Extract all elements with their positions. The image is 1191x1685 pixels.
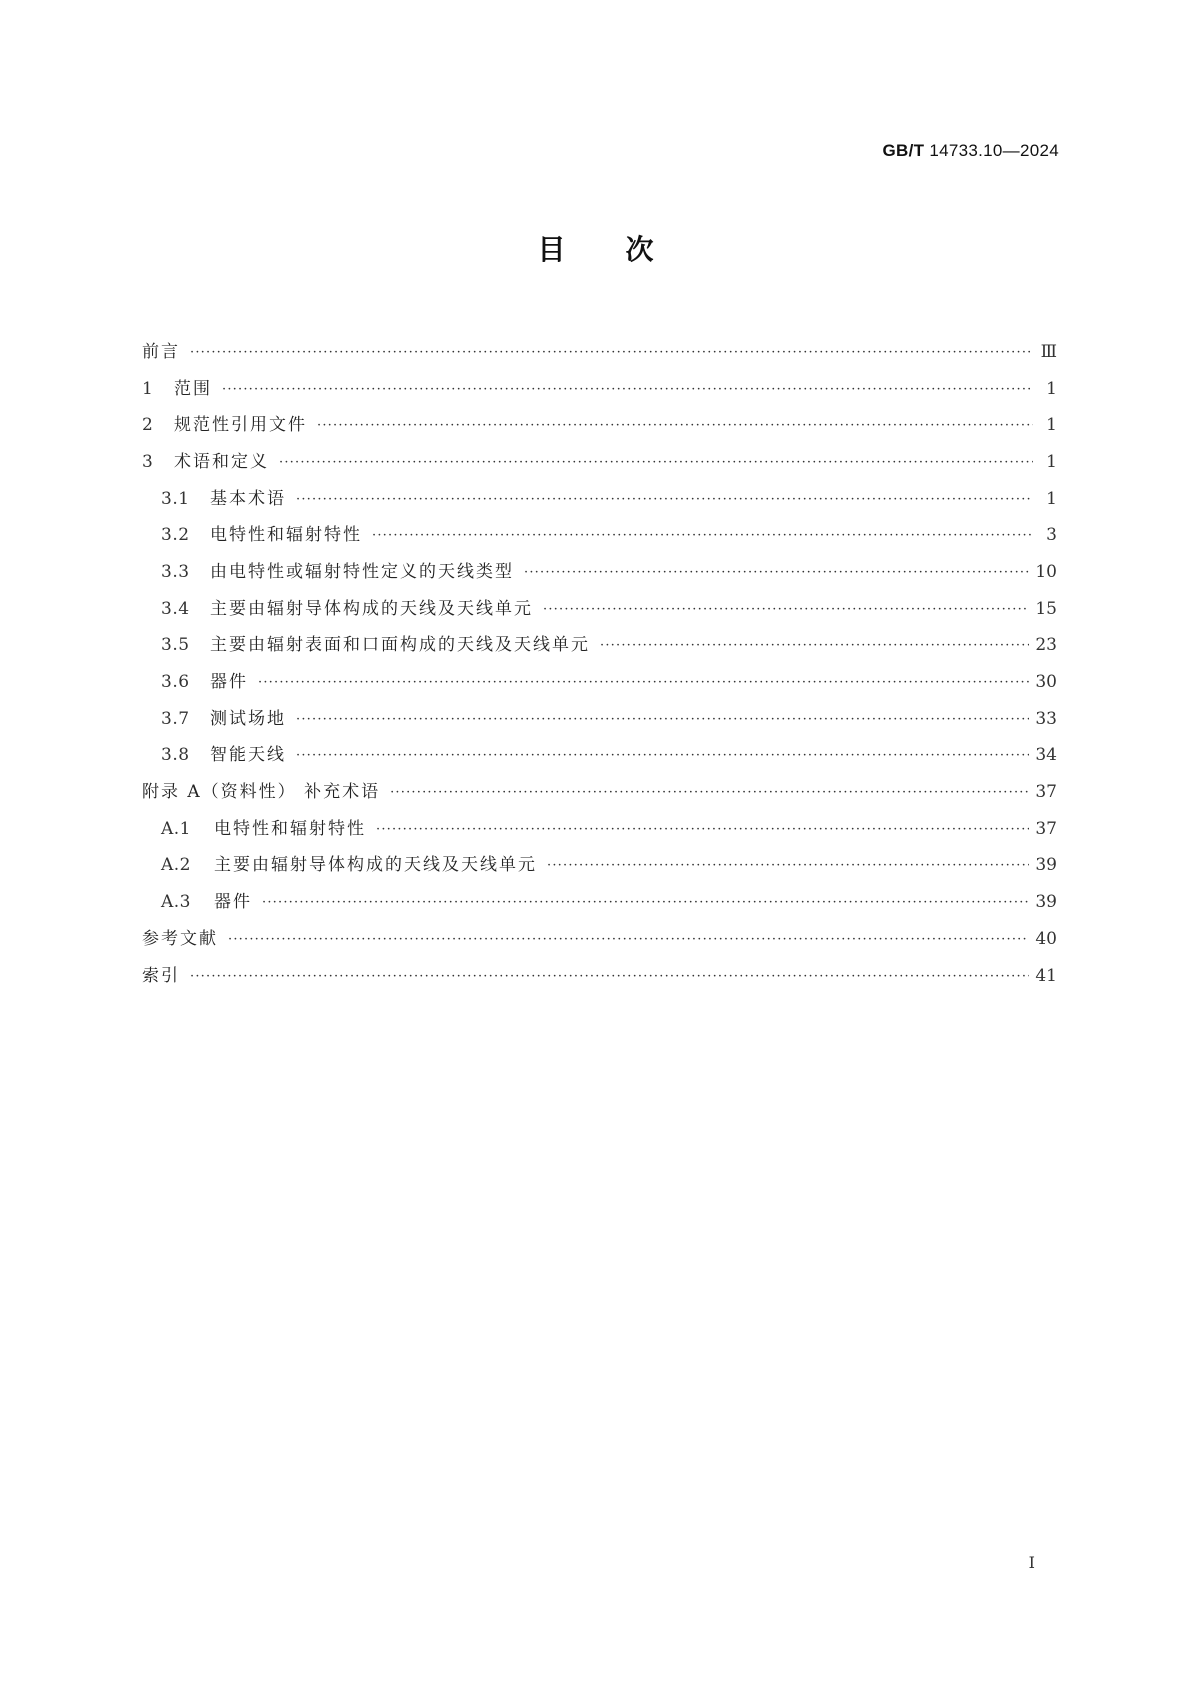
toc-entry-page: 1	[1046, 378, 1057, 399]
toc-entry-label: 主要由辐射表面和口面构成的天线及天线单元	[210, 635, 590, 656]
toc-entry-page: 37	[1035, 818, 1057, 839]
toc-entry-number: A.1	[161, 818, 191, 839]
toc-entry-number: 3.4	[161, 598, 190, 619]
toc-entry-3-8[interactable]	[142, 738, 1057, 775]
toc-entry-number: 3	[142, 451, 154, 472]
toc-entry-label: 主要由辐射导体构成的天线及天线单元	[214, 855, 537, 876]
toc-entry-a-1[interactable]	[142, 811, 1057, 848]
toc-entry-page: 1	[1046, 488, 1057, 509]
toc-title-char-2: 次	[625, 233, 654, 266]
toc-dot-leader	[279, 456, 1033, 469]
toc-entry-number: 3.6	[161, 672, 190, 693]
toc-entry-page: 40	[1035, 928, 1057, 949]
toc-entry-3-2[interactable]	[142, 517, 1057, 554]
toc-entry-number: 2	[142, 415, 154, 436]
toc-entry-3-4[interactable]	[142, 591, 1057, 628]
toc-entry-1[interactable]	[142, 371, 1057, 408]
toc-entry-2[interactable]	[142, 407, 1057, 444]
toc-entry-number: 3.5	[161, 635, 190, 656]
toc-dot-leader	[190, 346, 1033, 359]
toc-entry-bibliography[interactable]	[142, 921, 1057, 958]
toc-entry-a-2[interactable]	[142, 848, 1057, 885]
toc-entry-page: 33	[1035, 708, 1057, 729]
toc-entry-appendix-a[interactable]	[142, 774, 1057, 811]
toc-dot-leader	[372, 529, 1033, 542]
toc-entry-page: 41	[1035, 965, 1057, 986]
toc-entry-label: 电特性和辐射特性	[210, 525, 362, 546]
toc-entry-label: 参考文献	[142, 928, 218, 949]
toc-entry-page: 23	[1035, 635, 1057, 656]
toc-title-char-1: 目	[537, 233, 566, 266]
toc-dot-leader	[524, 566, 1029, 579]
toc-entry-3-5[interactable]	[142, 628, 1057, 665]
toc-entry-label: 术语和定义	[174, 451, 269, 472]
toc-entry-number: 3.3	[161, 561, 190, 582]
toc-entry-page: 10	[1035, 561, 1057, 582]
toc-entry-page: 1	[1046, 451, 1057, 472]
toc-entry-label: 主要由辐射导体构成的天线及天线单元	[210, 598, 533, 619]
toc-dot-leader	[228, 933, 1029, 946]
toc-entry-number: 1	[142, 378, 154, 399]
toc-entry-number: 3.1	[161, 488, 190, 509]
toc-dot-leader	[600, 639, 1029, 652]
toc-entry-label: 前言	[142, 341, 180, 362]
toc-entry-label: 测试场地	[210, 708, 286, 729]
toc-entry-page: 15	[1035, 598, 1057, 619]
toc-entry-3-6[interactable]	[142, 664, 1057, 701]
toc-entry-label: 电特性和辐射特性	[214, 818, 366, 839]
toc-entry-label: 智能天线	[210, 745, 286, 766]
toc-entry-label: 范围	[174, 378, 212, 399]
toc-dot-leader	[317, 419, 1033, 432]
toc-dot-leader	[543, 603, 1029, 616]
toc-dot-leader	[376, 823, 1029, 836]
toc-entry-page: 39	[1035, 892, 1057, 913]
toc-entry-page: 37	[1035, 782, 1057, 803]
toc-dot-leader	[222, 383, 1033, 396]
toc-entry-3-7[interactable]	[142, 701, 1057, 738]
toc-entry-page: Ⅲ	[1040, 341, 1057, 362]
toc-dot-leader	[262, 896, 1029, 909]
toc-entry-page: 34	[1035, 745, 1057, 766]
toc-dot-leader	[296, 713, 1029, 726]
toc-entry-foreword[interactable]	[142, 334, 1057, 371]
standard-code-prefix: GB/T	[882, 141, 925, 160]
toc-entry-a-3[interactable]	[142, 884, 1057, 921]
toc-entry-page: 30	[1035, 672, 1057, 693]
toc-entry-index[interactable]	[142, 958, 1057, 995]
toc-entry-label: 器件	[210, 672, 248, 693]
toc-entry-label: 基本术语	[210, 488, 286, 509]
toc-entry-page: 3	[1046, 525, 1057, 546]
toc-entry-label: 索引	[142, 965, 180, 986]
toc-entry-number: 3.8	[161, 745, 190, 766]
toc-entry-number: A.3	[161, 892, 191, 913]
standard-code	[883, 141, 1059, 161]
toc-list	[142, 334, 1057, 994]
toc-title	[0, 228, 1191, 268]
toc-dot-leader	[258, 676, 1029, 689]
toc-entry-label: 由电特性或辐射特性定义的天线类型	[210, 561, 514, 582]
toc-dot-leader	[296, 493, 1033, 506]
standard-code-number: 14733.10—2024	[929, 141, 1059, 160]
toc-entry-number: A.2	[161, 855, 191, 876]
page-number: Ⅰ	[1028, 1553, 1035, 1572]
toc-dot-leader	[390, 786, 1029, 799]
toc-dot-leader	[296, 749, 1029, 762]
toc-entry-3-1[interactable]	[142, 481, 1057, 518]
toc-dot-leader	[190, 970, 1029, 983]
toc-entry-label: 附录 A（资料性） 补充术语	[142, 782, 381, 803]
toc-entry-page: 39	[1035, 855, 1057, 876]
toc-entry-page: 1	[1046, 415, 1057, 436]
toc-entry-label: 规范性引用文件	[174, 415, 307, 436]
toc-entry-label: 器件	[214, 892, 252, 913]
toc-entry-3[interactable]	[142, 444, 1057, 481]
toc-dot-leader	[547, 859, 1029, 872]
toc-entry-number: 3.7	[161, 708, 190, 729]
toc-entry-3-3[interactable]	[142, 554, 1057, 591]
toc-entry-number: 3.2	[161, 525, 190, 546]
